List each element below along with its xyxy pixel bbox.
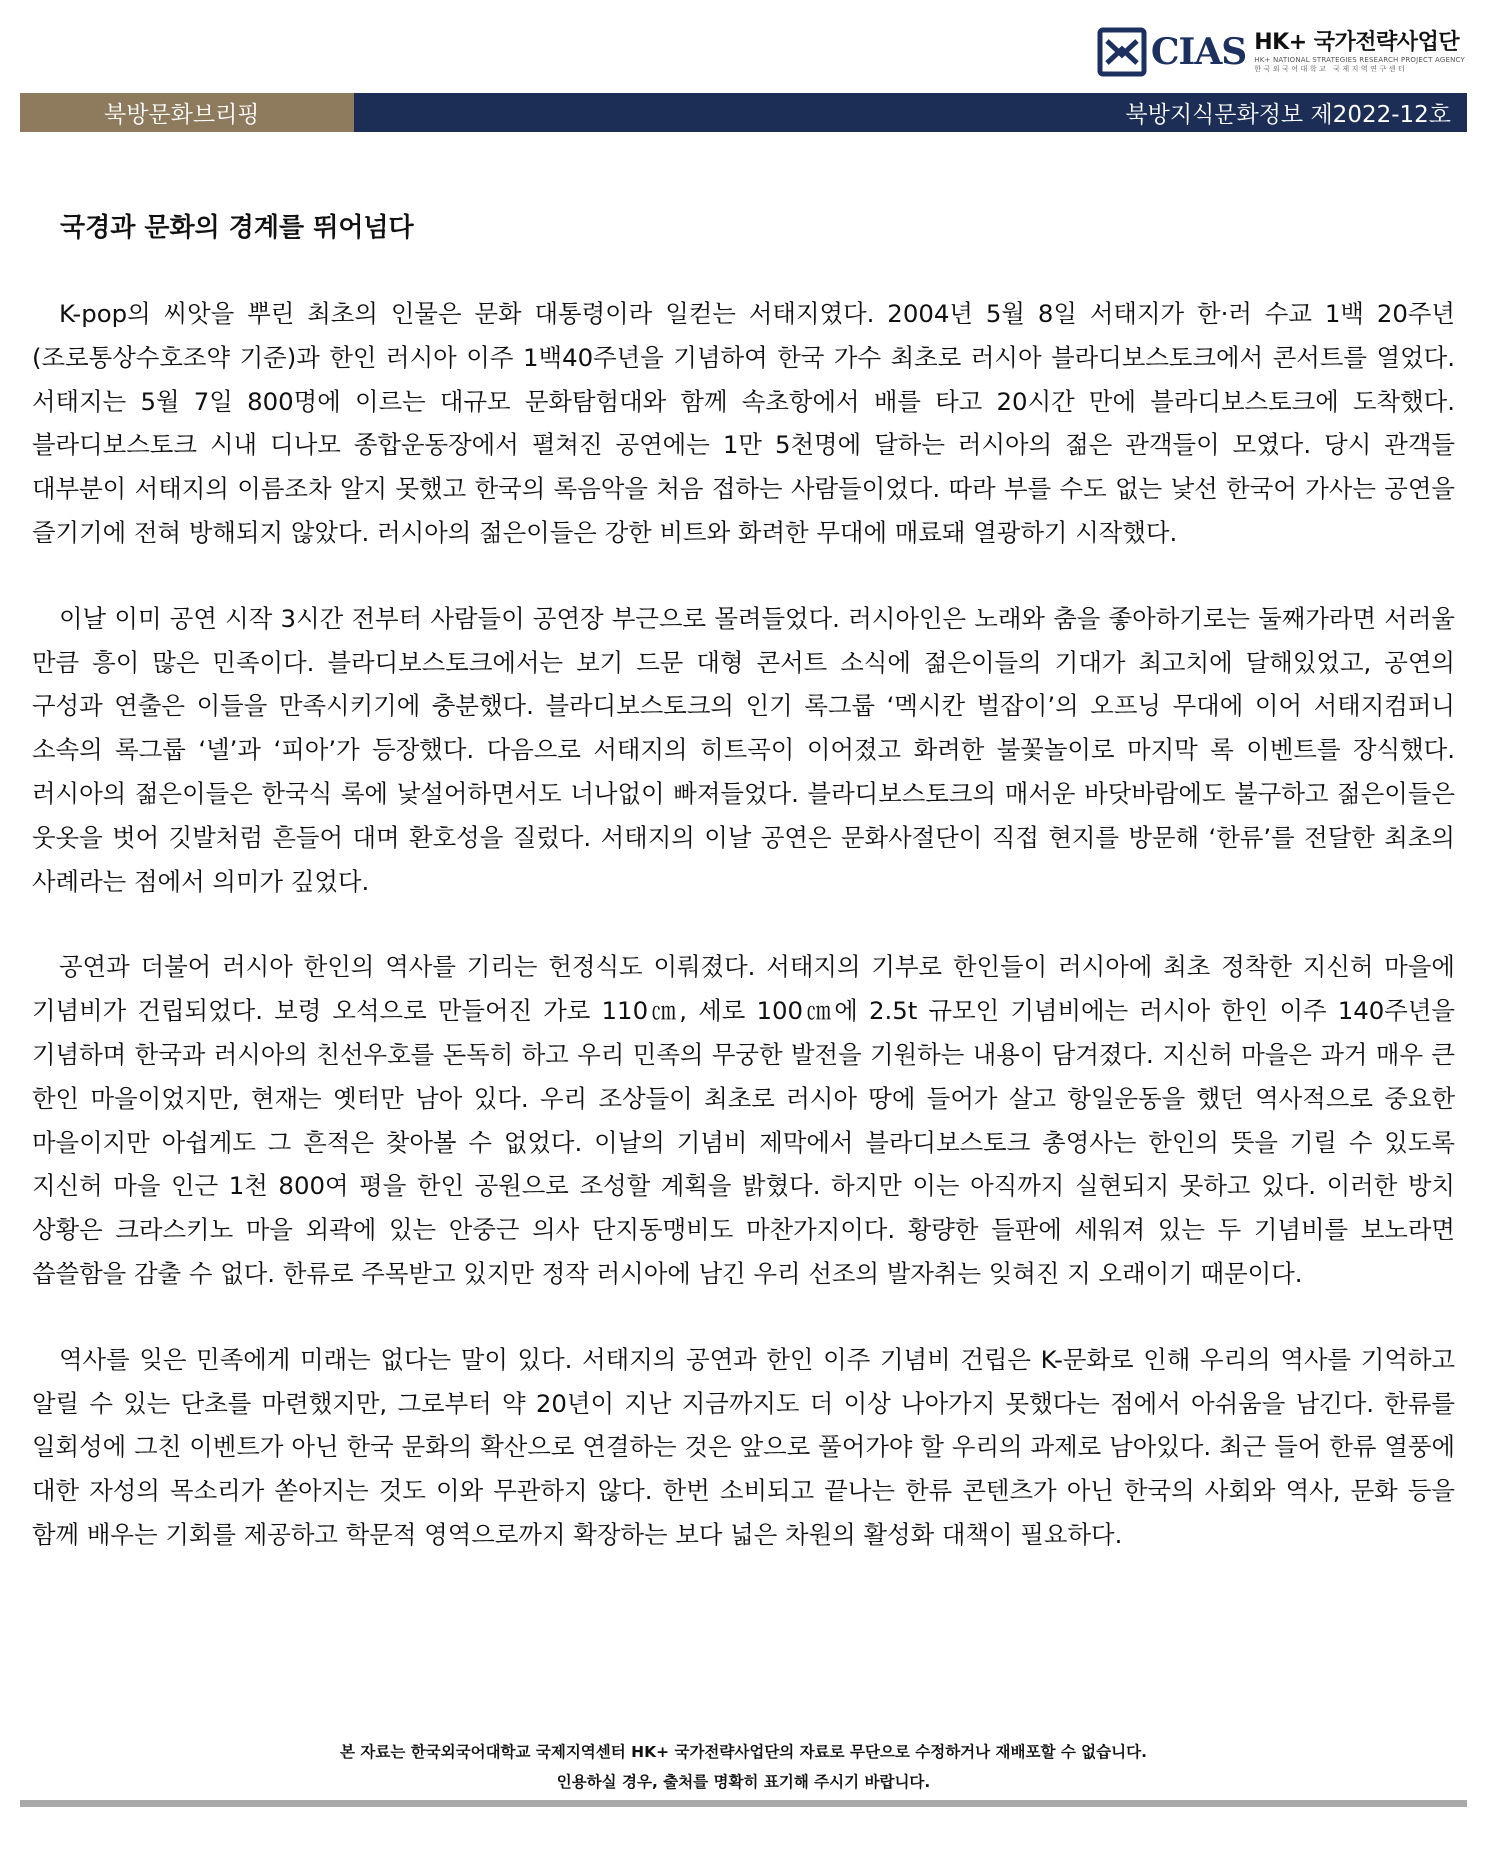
paragraph-4: 역사를 잊은 민족에게 미래는 없다는 말이 있다. 서태지의 공연과 한인 이주 기념비 건립은 K-문화로 인해 우리의 역사를 기억하고 알릴 수 있는 단초를 마련했지만, 그로부터 약 20년이 지난 지금까지도 더 이상 나아가지 못했다는 점에서 아쉬움을 남긴다. 한류를 일회성에 그친 이벤트가 아닌 한국 문화의 확산으로 연결하는 것은 앞으로 풀어가야 할 우리의 과제로 남아있다. 최근 들어 한류 열풍에 대한 자성의 목소리가 쏟아지는 것도 이와 무관하지 않다. 한번 소비되고 끝나는 한류 콘텐츠가 아닌 한국의 사회와 역사, 문화 등을 함께 배우는 기회를 제공하고 학문적 영역으로까지 확장하는 보다 넓은 차원의 활성화 대책이 필요하다. bbox=[32, 1344, 1455, 1549]
header-band bbox=[20, 93, 1467, 132]
footer-divider bbox=[20, 1800, 1467, 1807]
issue-label: 북방지식문화정보 제2022-12호 bbox=[354, 93, 1467, 132]
paragraph-1: K-pop의 씨앗을 뿌린 최초의 인물은 문화 대통령이라 일컫는 서태지였다. 2004년 5월 8일 서태지가 한·러 수교 1백 20주년(조로통상수호조약 기준)과 한인 러시아 이주 1백40주년을 기념하여 한국 가수 최초로 러시아 블라디보스토크에서 콘서트를 열었다. 서태지는 5월 7일 800명에 이르는 대규모 문화탐험대와 함께 속초항에서 배를 타고 20시간 만에 블라디보스토크에 도착했다. 블라디보스토크 시내 디나모 종합운동장에서 펼쳐진 공연에는 1만 5천명에 달하는 러시아의 젊은 관객들이 모였다. 당시 관객들 대부분이 서태지의 이름조차 알지 못했고 한국의 록음악을 처음 접하는 사람들이었다. 따라 부를 수도 없는 낯선 한국어 가사는 공연을 즐기기에 전혀 방해되지 않았다. 러시아의 젊은이들은 강한 비트와 화려한 무대에 매료돼 열광하기 시작했다. bbox=[32, 299, 1455, 547]
logo-org-name: HK+ 국가전략사업단 bbox=[1254, 30, 1460, 55]
article-body bbox=[32, 292, 1455, 1599]
article-title: 국경과 문화의 경계를 뛰어넘다 bbox=[60, 213, 414, 243]
cias-logo bbox=[1097, 24, 1465, 80]
paragraph-2: 이날 이미 공연 시작 3시간 전부터 사람들이 공연장 부근으로 몰려들었다. 러시아인은 노래와 춤을 좋아하기로는 둘째가라면 서러울 만큼 흥이 많은 민족이다. 블라디보스토크에서는 보기 드문 대형 콘서트 소식에 젊은이들의 기대가 최고치에 달해있었고, 공연의 구성과 연출은 이들을 만족시키기에 충분했다. 블라디보스토크의 인기 록그룹 ‘멕시칸 벌잡이’의 오프닝 무대에 이어 서태지컴퍼니 소속의 록그룹 ‘넬’과 ‘피아’가 등장했다. 다음으로 서태지의 히트곡이 이어졌고 화려한 불꽃놀이로 마지막 록 이벤트를 장식했다. 러시아의 젊은이들은 한국식 록에 낯설어하면서도 너나없이 빠져들었다. 블라디보스토크의 매서운 바닷바람에도 불구하고 젊은이들은 웃옷을 벗어 깃발처럼 흔들어 대며 환호성을 질렀다. 서태지의 이날 공연은 문화사절단이 직접 현지를 방문해 ‘한류’를 전달한 최초의 사례라는 점에서 의미가 깊었다. bbox=[32, 603, 1455, 896]
copyright-line-2: 인용하실 경우, 출처를 명확히 표기해 주시기 바랍니다. bbox=[556, 1773, 931, 1791]
copyright-notice bbox=[0, 1737, 1487, 1797]
paragraph-3: 공연과 더불어 러시아 한인의 역사를 기리는 헌정식도 이뤄졌다. 서태지의 기부로 한인들이 러시아에 최초 정착한 지신허 마을에 기념비가 건립되었다. 보령 오석으로 만들어진 가로 110㎝, 세로 100㎝에 2.5t 규모인 기념비에는 러시아 한인 이주 140주년을 기념하며 한국과 러시아의 친선우호를 돈독히 하고 우리 민족의 무궁한 발전을 기원하는 내용이 담겨졌다. 지신허 마을은 과거 매우 큰 한인 마을이었지만, 현재는 옛터만 남아 있다. 우리 조상들이 최초로 러시아 땅에 들어가 살고 항일운동을 했던 역사적으로 중요한 마을이지만 아쉽게도 그 흔적은 찾아볼 수 없었다. 이날의 기념비 제막에서 블라디보스토크 총영사는 한인의 뜻을 기릴 수 있도록 지신허 마을 인근 1천 800여 평을 한인 공원으로 조성할 계획을 밝혔다. 하지만 이는 아직까지 실현되지 못하고 있다. 이러한 방치 상황은 크라스키노 마을 외곽에 있는 안중근 의사 단지동맹비도 마찬가지이다. 황량한 들판에 세워져 있는 두 기념비를 보노라면 씁쓸함을 감출 수 없다. 한류로 주목받고 있지만 정작 러시아에 남긴 우리 선조의 발자취는 잊혀진 지 오래이기 때문이다. bbox=[32, 952, 1455, 1288]
cias-emblem-icon bbox=[1097, 27, 1147, 77]
logo-org-block bbox=[1254, 30, 1465, 74]
logo-sub-english: HK+ NATIONAL STRATEGIES RESEARCH PROJECT AGENCY bbox=[1254, 56, 1465, 64]
copyright-line-1: 본 자료는 한국외국어대학교 국제지역센터 HK+ 국가전략사업단의 자료로 무단으로 수정하거나 재배포할 수 없습니다. bbox=[340, 1743, 1147, 1761]
briefing-label: 북방문화브리핑 bbox=[20, 93, 354, 132]
logo-sub-korean: 한국외국어대학교 국제지역연구센터 bbox=[1254, 65, 1408, 73]
logo-cias-text: CIAS bbox=[1150, 31, 1247, 73]
